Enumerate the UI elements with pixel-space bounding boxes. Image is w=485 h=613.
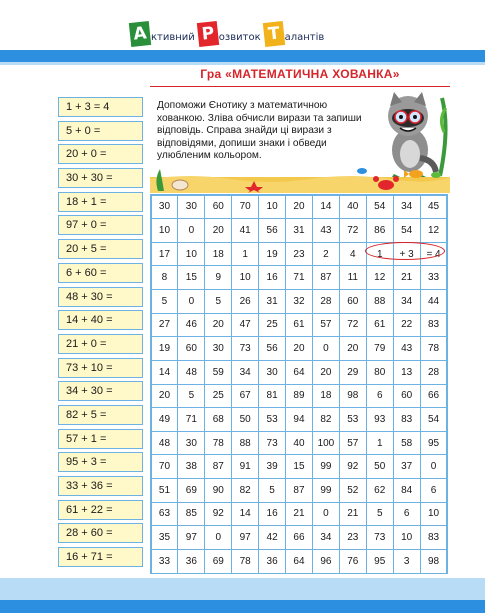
grid-cell[interactable]: 20 (312, 360, 340, 385)
grid-cell[interactable]: 5 (258, 478, 286, 503)
expression-item[interactable]: 34 + 30 = (58, 381, 143, 401)
footer-bar-light (0, 578, 485, 600)
grid-cell[interactable]: 67 (231, 384, 259, 409)
header-bar (0, 50, 485, 65)
grid-cell[interactable]: 54 (420, 407, 448, 432)
grid-cell[interactable]: 37 (393, 454, 421, 479)
grid-cell[interactable]: 78 (204, 431, 232, 456)
grid-cell[interactable]: 62 (366, 478, 394, 503)
grid-cell[interactable]: 78 (420, 336, 448, 361)
grid-cell[interactable]: 10 (151, 218, 179, 243)
sea-scene (150, 165, 450, 193)
expression-item[interactable]: 14 + 40 = (58, 310, 143, 330)
expression-item[interactable]: 57 + 1 = (58, 429, 143, 449)
grid-cell[interactable]: 30 (204, 336, 232, 361)
grid-cell[interactable]: 20 (339, 336, 367, 361)
grid-cell[interactable]: 25 (258, 313, 286, 338)
grid-cell[interactable]: 52 (339, 478, 367, 503)
grid-cell[interactable]: 43 (312, 218, 340, 243)
expression-item[interactable]: 30 + 30 = (58, 168, 143, 188)
grid-cell[interactable]: 36 (258, 549, 286, 574)
grid-cell[interactable]: 39 (258, 454, 286, 479)
grid-cell[interactable]: 84 (393, 478, 421, 503)
grid-cell[interactable]: 87 (204, 454, 232, 479)
grid-cell[interactable]: 34 (393, 195, 421, 220)
grid-cell[interactable]: 85 (177, 502, 205, 527)
grid-cell[interactable]: 81 (258, 384, 286, 409)
grid-cell[interactable]: 57 (312, 313, 340, 338)
grid-cell[interactable]: 96 (312, 549, 340, 574)
grid-cell[interactable]: 18 (312, 384, 340, 409)
logo-letter-3: Т (262, 21, 284, 47)
grid-cell[interactable]: 28 (420, 360, 448, 385)
grid-cell[interactable]: 12 (420, 218, 448, 243)
grid-cell[interactable]: 19 (151, 336, 179, 361)
grid-cell[interactable]: 46 (177, 313, 205, 338)
expression-item[interactable]: 61 + 22 = (58, 500, 143, 520)
grid-cell[interactable]: 1 (366, 242, 394, 267)
grid-cell[interactable]: 71 (285, 265, 313, 290)
grid-cell[interactable]: 56 (258, 336, 286, 361)
grid-cell[interactable]: 83 (393, 407, 421, 432)
expression-item[interactable]: 82 + 5 = (58, 405, 143, 425)
grid-cell[interactable]: 33 (151, 549, 179, 574)
grid-cell[interactable]: 63 (151, 502, 179, 527)
grid-cell[interactable]: 100 (312, 431, 340, 456)
logo-letter-2: Р (197, 21, 219, 47)
expression-item[interactable]: 97 + 0 = (58, 215, 143, 235)
expression-list (58, 97, 143, 571)
grid-cell[interactable]: 21 (285, 502, 313, 527)
grid-cell[interactable]: 87 (312, 265, 340, 290)
grid-cell[interactable]: 49 (151, 407, 179, 432)
grid-cell[interactable]: 98 (420, 549, 448, 574)
shell-icon (172, 180, 188, 190)
grid-cell[interactable]: 5 (177, 384, 205, 409)
grid-cell[interactable]: 16 (258, 502, 286, 527)
grid-cell[interactable]: 66 (420, 384, 448, 409)
grid-cell[interactable]: 0 (177, 218, 205, 243)
expression-item[interactable]: 28 + 60 = (58, 523, 143, 543)
expression-item[interactable]: 20 + 0 = (58, 144, 143, 164)
grid-cell[interactable]: 58 (393, 431, 421, 456)
grid-cell[interactable]: 90 (204, 478, 232, 503)
grid-cell[interactable]: 11 (339, 265, 367, 290)
grid-cell[interactable]: 54 (366, 195, 394, 220)
expression-item[interactable]: 1 + 3 = 4 (58, 97, 143, 117)
grid-cell[interactable]: 60 (339, 289, 367, 314)
grid-cell[interactable]: 72 (339, 218, 367, 243)
grid-cell[interactable]: 41 (231, 218, 259, 243)
grid-cell[interactable]: 21 (339, 502, 367, 527)
grid-cell[interactable]: 34 (312, 525, 340, 550)
grid-cell[interactable]: 71 (177, 407, 205, 432)
grid-cell[interactable]: 60 (177, 336, 205, 361)
grid-cell[interactable]: 33 (420, 265, 448, 290)
grid-cell[interactable]: 89 (285, 384, 313, 409)
grid-cell[interactable]: 22 (393, 313, 421, 338)
grid-cell[interactable]: 94 (285, 407, 313, 432)
grid-cell[interactable]: 15 (285, 454, 313, 479)
expression-item[interactable]: 18 + 1 = (58, 192, 143, 212)
grid-cell[interactable]: 0 (204, 525, 232, 550)
logo-word-3: алантів (284, 32, 325, 43)
grid-cell[interactable]: 69 (204, 549, 232, 574)
grid-cell[interactable]: 2 (312, 242, 340, 267)
grid-cell[interactable]: 14 (231, 502, 259, 527)
grid-cell[interactable]: 6 (393, 502, 421, 527)
grid-cell[interactable]: 1 (366, 431, 394, 456)
grid-cell[interactable]: 78 (231, 549, 259, 574)
grid-cell[interactable]: 57 (339, 431, 367, 456)
grid-cell[interactable]: 9 (204, 265, 232, 290)
grid-cell[interactable]: 8 (151, 265, 179, 290)
grid-cell[interactable]: 0 (312, 502, 340, 527)
grid-cell[interactable]: 91 (231, 454, 259, 479)
grid-cell[interactable]: 26 (231, 289, 259, 314)
grid-cell[interactable]: 28 (312, 289, 340, 314)
grid-cell[interactable]: 20 (151, 384, 179, 409)
grid-cell[interactable]: 21 (393, 265, 421, 290)
grid-cell[interactable]: 97 (231, 525, 259, 550)
grid-cell[interactable]: 14 (151, 360, 179, 385)
grid-cell[interactable]: 20 (204, 313, 232, 338)
grid-cell[interactable]: 20 (204, 218, 232, 243)
expression-item[interactable]: 95 + 3 = (58, 452, 143, 472)
expression-item[interactable]: 16 + 71 = (58, 547, 143, 567)
grid-cell[interactable]: 86 (366, 218, 394, 243)
grid-cell[interactable]: 40 (285, 431, 313, 456)
logo-word-2: озвиток (218, 32, 261, 43)
grid-cell[interactable]: 50 (366, 454, 394, 479)
footer-bar (0, 600, 485, 613)
grid-cell[interactable]: 20 (285, 336, 313, 361)
grid-cell[interactable]: 31 (285, 218, 313, 243)
grid-cell[interactable]: 82 (312, 407, 340, 432)
grid-cell[interactable]: 70 (231, 195, 259, 220)
grid-cell[interactable]: 5 (366, 502, 394, 527)
grid-cell[interactable]: 10 (393, 525, 421, 550)
grid-cell[interactable]: 6 (420, 478, 448, 503)
grid-cell[interactable]: 70 (151, 454, 179, 479)
grid-cell[interactable]: 20 (285, 195, 313, 220)
grid-cell[interactable]: 14 (312, 195, 340, 220)
grid-cell[interactable]: 0 (177, 289, 205, 314)
grid-cell[interactable]: 38 (177, 454, 205, 479)
grid-cell[interactable]: 47 (231, 313, 259, 338)
grid-cell[interactable]: 30 (177, 431, 205, 456)
expression-item[interactable]: 73 + 10 = (58, 358, 143, 378)
grid-cell[interactable]: 30 (177, 195, 205, 220)
grid-cell[interactable]: 30 (151, 195, 179, 220)
grid-cell[interactable]: 5 (204, 289, 232, 314)
grid-cell[interactable]: 61 (366, 313, 394, 338)
logo-word-1: ктивний (151, 32, 195, 43)
grid-cell[interactable]: 23 (339, 525, 367, 550)
grid-cell[interactable]: 60 (393, 384, 421, 409)
grid-cell[interactable]: 73 (366, 525, 394, 550)
grid-cell[interactable]: 4 (339, 242, 367, 267)
expression-item[interactable]: 6 + 60 = (58, 263, 143, 283)
grid-cell[interactable]: 76 (339, 549, 367, 574)
grid-cell[interactable]: 16 (258, 265, 286, 290)
grid-cell[interactable]: 73 (258, 431, 286, 456)
grid-cell[interactable]: 6 (366, 384, 394, 409)
grid-cell[interactable]: 83 (420, 525, 448, 550)
grid-cell[interactable]: 56 (258, 218, 286, 243)
grid-cell[interactable]: 34 (393, 289, 421, 314)
grid-cell[interactable]: 73 (231, 336, 259, 361)
grid-cell[interactable]: 92 (204, 502, 232, 527)
grid-cell[interactable]: 45 (420, 195, 448, 220)
grid-cell[interactable]: 69 (177, 478, 205, 503)
grid-cell[interactable]: 40 (339, 195, 367, 220)
grid-cell[interactable]: 97 (177, 525, 205, 550)
grid-cell[interactable]: 3 (393, 549, 421, 574)
grid-cell[interactable]: 48 (151, 431, 179, 456)
grid-cell[interactable]: 42 (258, 525, 286, 550)
grid-cell[interactable]: 99 (312, 454, 340, 479)
logo-letter-1: А (129, 21, 151, 47)
grid-cell[interactable]: 27 (151, 313, 179, 338)
grid-cell[interactable]: 10 (231, 265, 259, 290)
grid-cell[interactable]: 64 (285, 360, 313, 385)
instructions-text: Допоможи Єнотику з математичною хованкою. Зліва обчисли вирази та запиши відповідь. Справа знайди ці вирази з відповідями, допиши знаки і обведи улюбленим кольором. (157, 100, 362, 162)
grid-cell[interactable]: 44 (420, 289, 448, 314)
grid-cell[interactable]: + 3 (393, 242, 421, 267)
expression-item[interactable]: 48 + 30 = (58, 287, 143, 307)
grid-cell[interactable]: 88 (231, 431, 259, 456)
grid-cell[interactable]: 50 (231, 407, 259, 432)
grid-cell[interactable]: 0 (312, 336, 340, 361)
expression-item[interactable]: 5 + 0 = (58, 121, 143, 141)
grid-cell[interactable]: 36 (177, 549, 205, 574)
grid-cell[interactable]: 18 (204, 242, 232, 267)
grid-cell[interactable]: 15 (177, 265, 205, 290)
grid-cell[interactable]: 34 (231, 360, 259, 385)
grid-cell[interactable]: 12 (366, 265, 394, 290)
grid-cell[interactable]: 25 (204, 384, 232, 409)
grid-cell[interactable]: 87 (285, 478, 313, 503)
grid-cell[interactable]: 35 (151, 525, 179, 550)
grid-cell[interactable]: 43 (393, 336, 421, 361)
grid-cell[interactable]: 29 (339, 360, 367, 385)
expression-item[interactable]: 20 + 5 = (58, 239, 143, 259)
grid-cell[interactable]: 5 (151, 289, 179, 314)
grid-cell[interactable]: 82 (231, 478, 259, 503)
grid-cell[interactable]: 10 (420, 502, 448, 527)
grid-cell[interactable]: 53 (258, 407, 286, 432)
grid-cell[interactable]: 30 (258, 360, 286, 385)
grid-cell[interactable]: 95 (366, 549, 394, 574)
grid-cell[interactable]: 1 (231, 242, 259, 267)
expression-item[interactable]: 33 + 36 = (58, 476, 143, 496)
grid-cell[interactable]: 23 (285, 242, 313, 267)
grid-cell[interactable]: 66 (285, 525, 313, 550)
grid-cell[interactable]: 53 (339, 407, 367, 432)
answer-circle (365, 242, 445, 260)
page-title: Гра «МАТЕМАТИЧНА ХОВАНКА» (200, 67, 400, 81)
grid-cell[interactable]: 93 (366, 407, 394, 432)
grid-cell[interactable]: 10 (258, 195, 286, 220)
grid-cell[interactable]: 48 (177, 360, 205, 385)
grid-cell[interactable]: 31 (258, 289, 286, 314)
expression-item[interactable]: 21 + 0 = (58, 334, 143, 354)
grid-cell[interactable]: 17 (151, 242, 179, 267)
grid-cell[interactable]: = 4 (420, 242, 448, 267)
grid-cell[interactable]: 68 (204, 407, 232, 432)
grid-cell[interactable]: 19 (258, 242, 286, 267)
grid-cell[interactable]: 72 (339, 313, 367, 338)
grid-cell[interactable]: 80 (366, 360, 394, 385)
logo (130, 14, 327, 46)
grid-cell[interactable]: 54 (393, 218, 421, 243)
grid-cell[interactable]: 13 (393, 360, 421, 385)
grid-cell[interactable]: 60 (204, 195, 232, 220)
grid-cell[interactable]: 64 (285, 549, 313, 574)
grid-cell[interactable]: 51 (151, 478, 179, 503)
fish-icon (357, 168, 441, 178)
grid-cell[interactable]: 92 (339, 454, 367, 479)
grid-cell[interactable]: 95 (420, 431, 448, 456)
grid-cell[interactable]: 98 (339, 384, 367, 409)
grid-cell[interactable]: 32 (285, 289, 313, 314)
grid-cell[interactable]: 10 (177, 242, 205, 267)
grid-cell[interactable]: 79 (366, 336, 394, 361)
grid-cell[interactable]: 59 (204, 360, 232, 385)
grid-cell[interactable]: 88 (366, 289, 394, 314)
grid-cell[interactable]: 99 (312, 478, 340, 503)
grid-cell[interactable]: 61 (285, 313, 313, 338)
title-divider (150, 86, 450, 87)
grid-cell[interactable]: 0 (420, 454, 448, 479)
grid-cell[interactable]: 83 (420, 313, 448, 338)
